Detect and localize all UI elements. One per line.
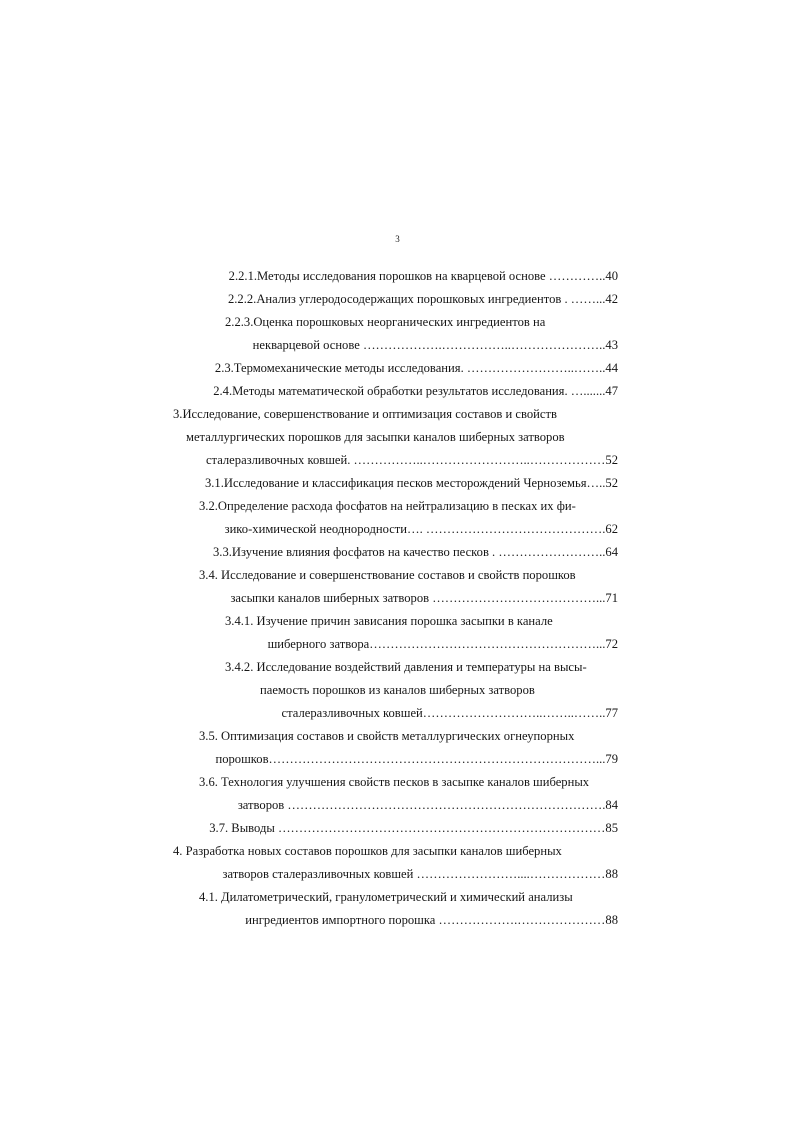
toc-line: паемость порошков из каналов шиберных затворов — [260, 683, 535, 697]
toc-line: 2.3.Термомеханические методы исследования. ……………………..……..44 — [214, 361, 618, 375]
toc-line: шиберного затвора………………………………………………...72 — [267, 637, 618, 651]
toc-line: 3.4.1. Изучение причин зависания порошка засыпки в канале — [225, 614, 553, 628]
toc-line: засыпки каналов шиберных затворов …………………………………...71 — [230, 591, 618, 605]
toc-line: 4.1. Дилатометрический, гранулометрический и химический анализы — [199, 890, 573, 904]
toc-line: затворов сталеразливочных ковшей ……………………....………………88 — [222, 867, 618, 881]
toc-line: 3.4.2. Исследование воздействий давления и температуры на высы- — [225, 660, 587, 674]
toc-line: 4. Разработка новых составов порошков для засыпки каналов шиберных — [173, 844, 562, 858]
toc-line: металлургических порошков для засыпки каналов шиберных затворов — [186, 430, 565, 444]
toc-line: ингредиентов импортного порошка ……………….…………………88 — [245, 913, 618, 927]
toc-line: сталеразливочных ковшей. ……………..……………………..………………52 — [205, 453, 618, 467]
toc-line: 3.4. Исследование и совершенствование составов и свойств порошков — [199, 568, 576, 582]
toc-line: порошков……………………………………………………………………...79 — [215, 752, 618, 766]
toc-line: 3.7. Выводы ……………………………………………………………………85 — [209, 821, 618, 835]
toc-line: зико-химической неоднородности…. …………………………………….62 — [224, 522, 618, 536]
toc-line: сталеразливочных ковшей………………………..……..……..77 — [281, 706, 618, 720]
toc-line: 2.4.Методы математической обработки результатов исследования. ….......47 — [213, 384, 618, 398]
toc-line: 3.1.Исследование и классификация песков месторождений Черноземья…..52 — [204, 476, 618, 490]
toc-line: затворов ………………………………………………………………….84 — [237, 798, 618, 812]
toc-line: некварцевой основе ……………….……………..…………………..43 — [252, 338, 618, 352]
page-number: 3 — [395, 234, 400, 244]
toc-line: 2.2.1.Методы исследования порошков на кварцевой основе …………..40 — [228, 269, 618, 283]
toc-line: 3.Исследование, совершенствование и оптимизация составов и свойств — [173, 407, 557, 421]
toc-line: 3.2.Определение расхода фосфатов на нейтрализацию в песках их фи- — [199, 499, 576, 513]
toc-line: 3.6. Технология улучшения свойств песков в засыпке каналов шиберных — [199, 775, 590, 789]
toc-line: 3.3.Изучение влияния фосфатов на качество песков . ……………………..64 — [213, 545, 618, 559]
toc-line: 3.5. Оптимизация составов и свойств металлургических огнеупорных — [199, 729, 575, 743]
toc-line: 2.2.3.Оценка порошковых неорганических ингредиентов на — [225, 315, 546, 329]
toc-line: 2.2.2.Анализ углеродосодержащих порошковых ингредиентов . ……...42 — [227, 292, 618, 306]
